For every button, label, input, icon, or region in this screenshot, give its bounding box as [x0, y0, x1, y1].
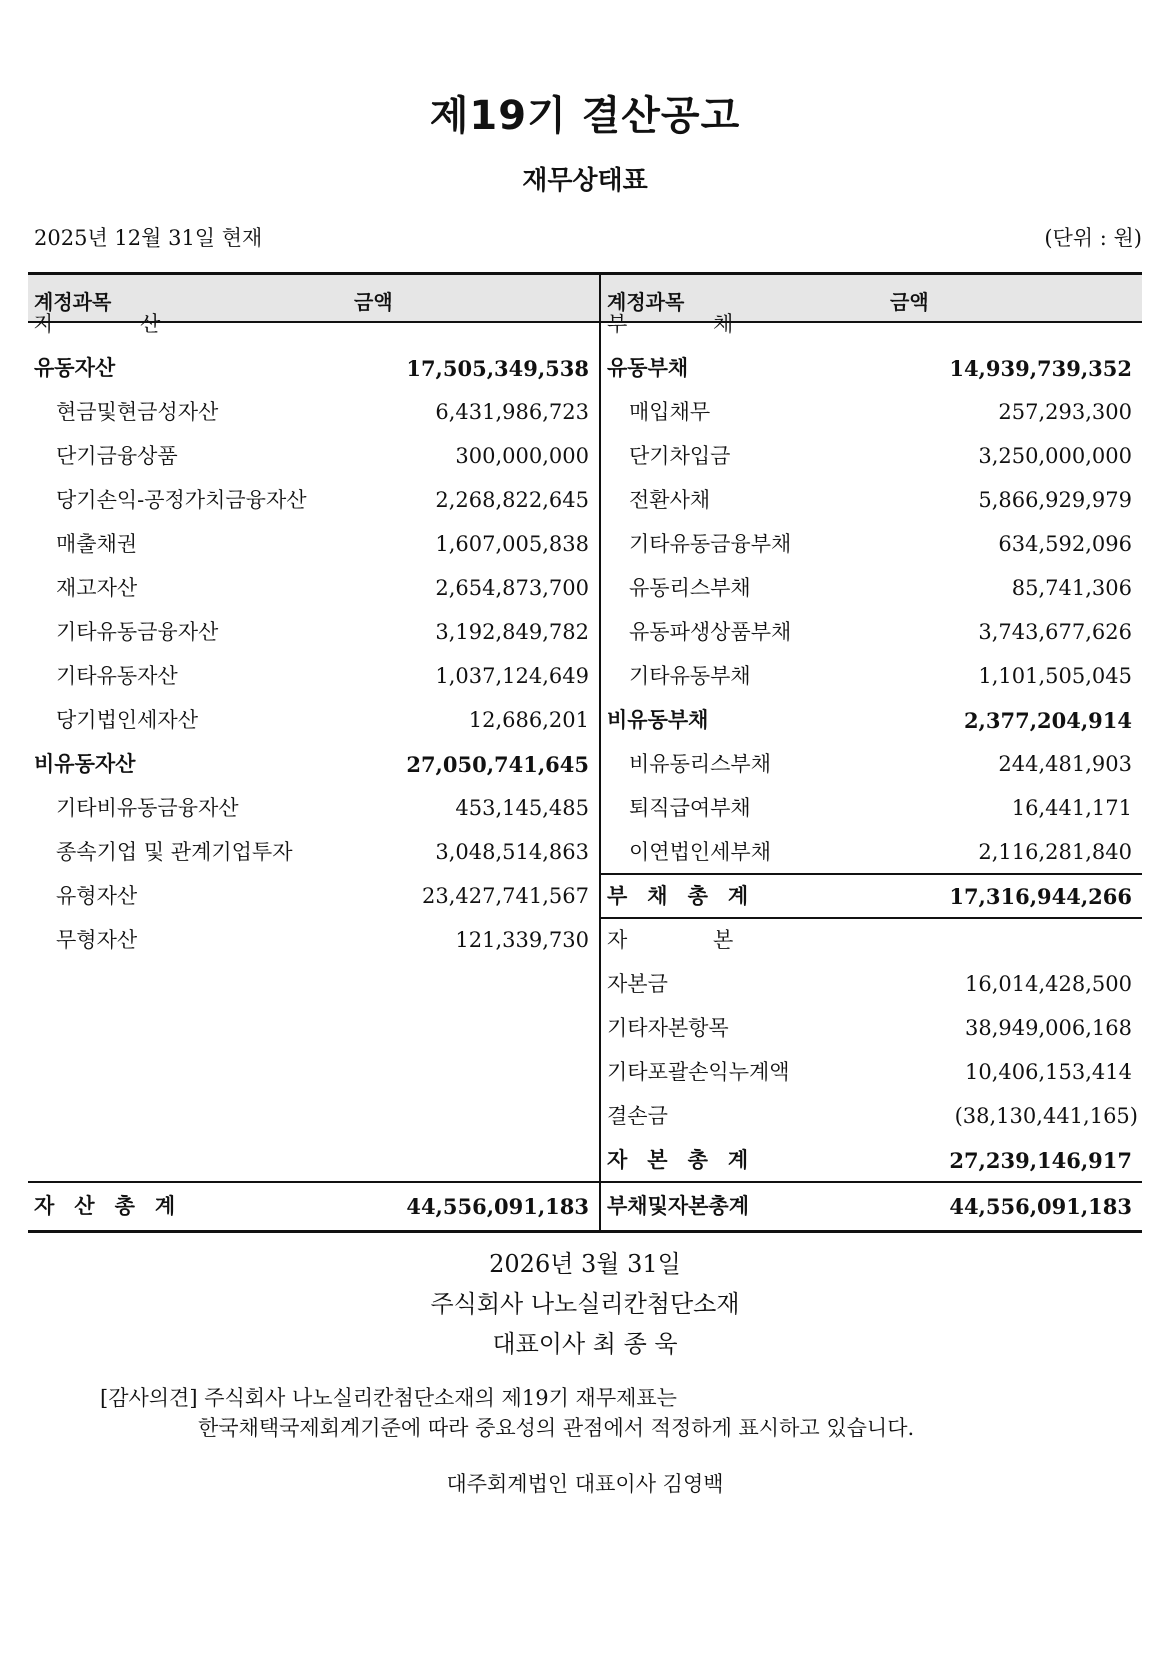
- row-amount: 27,050,741,645: [406, 752, 589, 777]
- noncurrent-assets-row: [28, 741, 599, 788]
- table-row: [28, 785, 599, 832]
- header-account-left: 계정과목: [34, 290, 112, 314]
- table-row: [601, 653, 1142, 700]
- row-amount: 3,743,677,626: [978, 620, 1132, 644]
- total-liabilities-row: [601, 873, 1142, 920]
- document-title: 제19기 결산공고: [429, 93, 741, 139]
- row-label: 자본총계: [607, 1148, 769, 1172]
- row-amount: 2,116,281,840: [978, 840, 1132, 864]
- table-row: [28, 565, 599, 612]
- row-amount: 5,866,929,979: [978, 488, 1132, 512]
- section-char: 채: [713, 312, 734, 336]
- row-amount: 14,939,739,352: [949, 356, 1132, 381]
- row-amount: 1,101,505,045: [978, 664, 1132, 688]
- row-amount: 44,556,091,183: [406, 1194, 589, 1219]
- unit-label: (단위 : 원): [1044, 226, 1142, 250]
- row-label: 매출채권: [56, 532, 138, 556]
- equity-section-heading: [601, 917, 1142, 964]
- row-amount: 3,250,000,000: [978, 444, 1132, 468]
- row-label: 현금및현금성자산: [56, 400, 219, 424]
- table-row: [601, 521, 1142, 568]
- row-label: 유형자산: [56, 884, 138, 908]
- row-amount: 17,505,349,538: [406, 356, 589, 381]
- row-amount: 16,014,428,500: [965, 972, 1132, 996]
- row-label: 유동리스부채: [629, 576, 751, 600]
- row-label: 비유동자산: [34, 752, 136, 776]
- row-label: 기타비유동금융자산: [56, 796, 239, 820]
- row-amount: 1,607,005,838: [435, 532, 589, 556]
- row-amount: 1,037,124,649: [435, 664, 589, 688]
- header-amount-right: 금액: [890, 290, 929, 314]
- row-label: 유동파생상품부채: [629, 620, 792, 644]
- row-label: 기타자본항목: [607, 1016, 729, 1040]
- table-row: [601, 389, 1142, 436]
- row-amount: 23,427,741,567: [422, 884, 589, 908]
- row-label: 기타유동자산: [56, 664, 178, 688]
- table-row: [601, 785, 1142, 832]
- table-row: [28, 433, 599, 480]
- row-amount: 85,741,306: [1011, 576, 1132, 600]
- row-label: 이연법인세부채: [629, 840, 772, 864]
- row-label: 자산총계: [34, 1194, 196, 1218]
- auditor-name: 대주회계법인 대표이사 김영백: [446, 1472, 724, 1496]
- table-row: [601, 609, 1142, 656]
- table-row: [28, 873, 599, 920]
- statement-title: 재무상태표: [522, 166, 648, 196]
- audit-opinion-line-2: 한국채택국제회계기준에 따라 중요성의 관점에서 적정하게 표시하고 있습니다.: [198, 1416, 915, 1440]
- row-amount: 2,377,204,914: [963, 708, 1132, 733]
- row-label: 퇴직급여부채: [629, 796, 751, 820]
- row-label: 단기차입금: [629, 444, 731, 468]
- table-row: [601, 433, 1142, 480]
- row-amount: 12,686,201: [468, 708, 589, 732]
- section-char: 자: [34, 312, 55, 336]
- total-liab-equity-row: [601, 1183, 1142, 1230]
- signature-date: 2026년 3월 31일: [489, 1250, 681, 1278]
- row-label: 기타포괄손익누계액: [607, 1060, 790, 1084]
- row-label: 매입채무: [629, 400, 711, 424]
- table-row: [28, 389, 599, 436]
- table-row: [601, 565, 1142, 612]
- table-row: [28, 697, 599, 744]
- row-amount: 17,316,944,266: [949, 884, 1132, 909]
- table-row: [601, 1005, 1142, 1052]
- table-row: [28, 521, 599, 568]
- row-label: 부채및자본총계: [607, 1194, 750, 1218]
- current-liabilities-row: [601, 345, 1142, 392]
- row-amount: 453,145,485: [455, 796, 589, 820]
- row-label: 비유동부채: [607, 708, 709, 732]
- table-row: [28, 829, 599, 876]
- row-label: 기타유동부채: [629, 664, 751, 688]
- section-char: 본: [713, 928, 734, 952]
- table-row: [601, 1093, 1142, 1140]
- row-amount: 6,431,986,723: [435, 400, 589, 424]
- as-of-date: 2025년 12월 31일 현재: [34, 226, 263, 250]
- row-amount: 300,000,000: [455, 444, 589, 468]
- header-account-right: 계정과목: [607, 290, 685, 314]
- row-amount: 2,654,873,700: [435, 576, 589, 600]
- table-row: [28, 917, 599, 964]
- row-label: 결손금: [607, 1104, 668, 1128]
- row-label: 재고자산: [56, 576, 138, 600]
- row-amount: 38,949,006,168: [965, 1016, 1132, 1040]
- row-amount: 10,406,153,414: [965, 1060, 1132, 1084]
- balance-sheet-table: [28, 272, 1142, 1233]
- row-label: 기타유동금융자산: [56, 620, 219, 644]
- row-label: 비유동리스부채: [629, 752, 772, 776]
- row-label: 무형자산: [56, 928, 138, 952]
- header-amount-left: 금액: [354, 290, 393, 314]
- row-amount: 634,592,096: [998, 532, 1132, 556]
- row-label: 부채총계: [607, 884, 769, 908]
- row-amount: 3,048,514,863: [435, 840, 589, 864]
- signature-ceo: 대표이사 최 종 욱: [492, 1330, 678, 1358]
- liabilities-section-heading: [601, 301, 1142, 348]
- row-label: 당기법인세자산: [56, 708, 199, 732]
- row-amount: 3,192,849,782: [435, 620, 589, 644]
- table-row: [601, 741, 1142, 788]
- total-assets-row: [28, 1183, 599, 1230]
- row-label: 유동부채: [607, 356, 689, 380]
- row-label: 당기손익-공정가치금융자산: [56, 488, 307, 512]
- row-label: 자본금: [607, 972, 668, 996]
- section-char: 자: [607, 928, 628, 952]
- row-label: 단기금융상품: [56, 444, 178, 468]
- table-row: [28, 653, 599, 700]
- table-row: [28, 609, 599, 656]
- row-amount: 257,293,300: [998, 400, 1132, 424]
- row-amount: 44,556,091,183: [949, 1194, 1132, 1219]
- total-equity-row: [601, 1137, 1142, 1184]
- table-row: [601, 477, 1142, 524]
- row-label: 전환사채: [629, 488, 711, 512]
- signature-company: 주식회사 나노실리칸첨단소재: [430, 1290, 740, 1318]
- row-amount: 2,268,822,645: [435, 488, 589, 512]
- current-assets-row: [28, 345, 599, 392]
- section-char: 부: [607, 312, 628, 336]
- table-row: [601, 829, 1142, 876]
- assets-section-heading: [28, 301, 599, 348]
- date-line: [28, 222, 1142, 252]
- table-row: [28, 477, 599, 524]
- row-label: 유동자산: [34, 356, 116, 380]
- row-label: 기타유동금융부채: [629, 532, 792, 556]
- row-label: 종속기업 및 관계기업투자: [56, 840, 293, 864]
- noncurrent-liabilities-row: [601, 697, 1142, 744]
- audit-opinion-line-1: [감사의견] 주식회사 나노실리칸첨단소재의 제19기 재무제표는: [100, 1386, 677, 1410]
- row-amount: 244,481,903: [998, 752, 1132, 776]
- table-row: [601, 961, 1142, 1008]
- row-amount: 27,239,146,917: [949, 1148, 1132, 1173]
- row-amount: 16,441,171: [1011, 796, 1132, 820]
- section-char: 산: [140, 312, 161, 336]
- table-row: [601, 1049, 1142, 1096]
- row-amount: (38,130,441,165): [954, 1104, 1138, 1128]
- row-amount: 121,339,730: [455, 928, 589, 952]
